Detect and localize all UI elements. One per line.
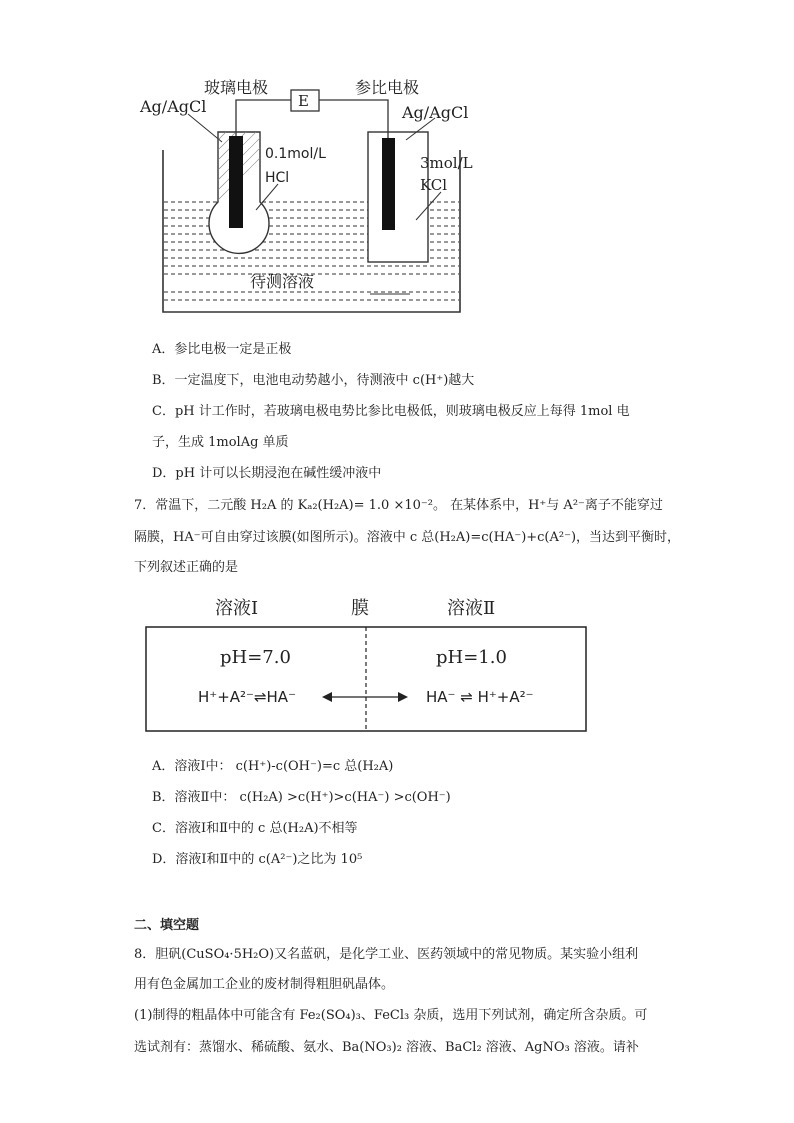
q7-stem-line-2: 隔膜，HA⁻可自由穿过该膜(如图所示)。溶液中 c 总(H₂A)=c(HA⁻)+c(A²⁻)，当达到平衡时，: [134, 530, 681, 545]
solution-i-title: 溶液Ⅰ: [215, 598, 259, 619]
solution-ii-equilibrium: HA⁻ ⇌ H⁺+A²⁻: [426, 688, 534, 706]
section-title: 二、填空题: [134, 918, 200, 933]
q8-line-3: (1)制得的粗晶体中可能含有 Fe₂(SO₄)₃、FeCl₃ 杂质，选用下列试剂，确定所含杂质。可: [134, 1008, 648, 1023]
q7-option-a: A．溶液Ⅰ中： c(H⁺)-c(OH⁻)=c 总(H₂A): [152, 759, 394, 774]
q6-option-d: D．pH 计可以长期浸泡在碱性缓冲液中: [152, 466, 382, 481]
q7-option-b: B．溶液Ⅱ中： c(H₂A) >c(H⁺)>c(HA⁻) >c(OH⁻): [152, 790, 451, 805]
q7-option-c: C．溶液Ⅰ和Ⅱ中的 c 总(H₂A)不相等: [152, 821, 358, 836]
solution-ii-title: 溶液Ⅱ: [447, 598, 496, 619]
q6-option-c-cont: 子，生成 1molAg 单质: [152, 435, 289, 450]
left-solute-label: HCl: [265, 170, 290, 186]
q8-line-2: 用有色金属加工企业的废材制得粗胆矾晶体。: [134, 977, 395, 992]
meter-label: E: [298, 92, 309, 110]
q8-line-4: 选试剂有：蒸馏水、稀硫酸、氨水、Ba(NO₃)₂ 溶液、BaCl₂ 溶液、AgNO₃ 溶液。请补: [134, 1040, 639, 1055]
glass-electrode-label: 玻璃电极: [204, 78, 269, 97]
reference-electrode-label: 参比电极: [355, 78, 420, 97]
solution-i-ph: pH=7.0: [220, 647, 291, 668]
q7-stem-line-3: 下列叙述正确的是: [134, 560, 239, 575]
test-solution-label: 待测溶液: [250, 272, 315, 291]
solution-ii-ph: pH=1.0: [436, 647, 507, 668]
q8-line-1: 8．胆矾(CuSO₄·5H₂O)又名蓝矾，是化学工业、医药领域中的常见物质。某实验小组利: [134, 947, 639, 962]
left-concentration-label: 0.1mol/L: [265, 146, 326, 162]
q7-option-d: D．溶液Ⅰ和Ⅱ中的 c(A²⁻)之比为 10⁵: [152, 852, 363, 867]
left-agcl-label: Ag/AgCl: [140, 97, 207, 116]
right-concentration-label: 3mol/L: [420, 154, 473, 172]
q7-stem-line-1: 7．常温下，二元酸 H₂A 的 Kₐ₂(H₂A)= 1.0 ×10⁻²。 在某体系中，H⁺与 A²⁻离子不能穿过: [134, 498, 663, 513]
membrane-diagram: [140, 590, 595, 740]
membrane-title: 膜: [351, 598, 369, 619]
q6-option-a: A．参比电极一定是正极: [152, 342, 292, 357]
right-solute-label: KCl: [420, 176, 448, 194]
q6-option-c: C．pH 计工作时，若玻璃电极电势比参比电极低，则玻璃电极反应上每得 1mol 电: [152, 404, 630, 419]
q6-option-b: B．一定温度下，电池电动势越小，待测液中 c(H⁺)越大: [152, 373, 475, 388]
right-agcl-label: Ag/AgCl: [402, 103, 469, 122]
electrode-diagram: [130, 70, 490, 320]
solution-i-equilibrium: H⁺+A²⁻⇌HA⁻: [198, 688, 296, 706]
